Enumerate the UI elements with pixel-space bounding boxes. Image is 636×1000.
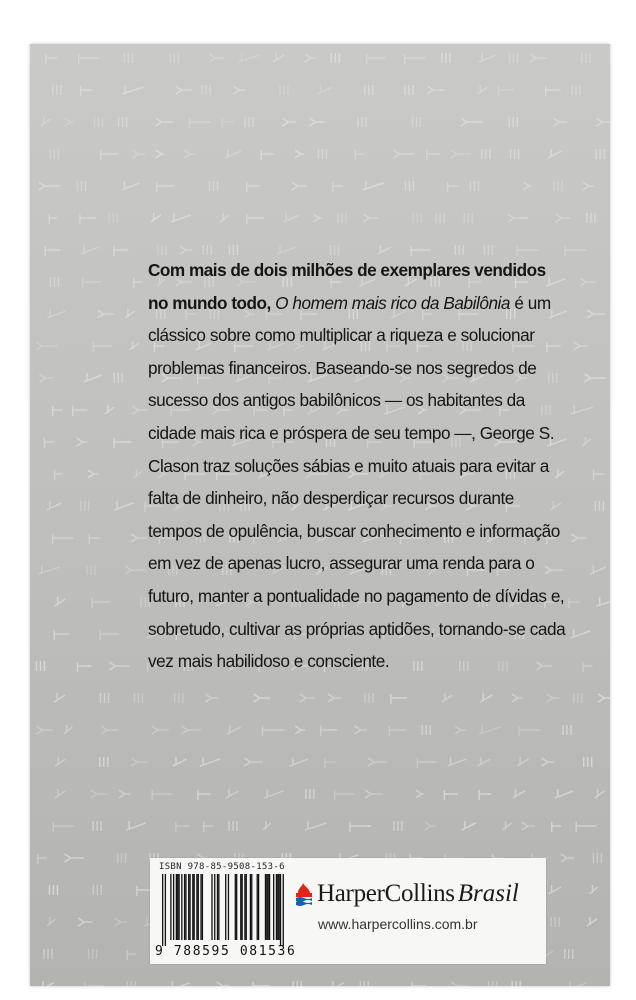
book-title-italic: O homem mais rico da Babilônia (275, 292, 511, 313)
barcode-bar (273, 874, 274, 940)
barcode-bar (189, 874, 190, 940)
barcode-bar (188, 874, 189, 940)
barcode-bar (228, 874, 229, 940)
barcode-publisher-panel (150, 858, 546, 964)
barcode-bar (265, 874, 266, 940)
publisher-url: www.harpercollins.com.br (318, 916, 478, 932)
barcode-bar (202, 874, 203, 940)
barcode-bar (214, 874, 215, 940)
publisher-logo (294, 880, 540, 908)
barcode-bar (200, 874, 201, 940)
barcode-bar (178, 874, 179, 940)
synopsis-body: é um clássico sobre como multiplicar a riqueza e solucionar problemas financeiros. Baseando-se nos segredos de sucesso dos antigos babilônicos — os habitantes da cidade mais rica e próspera de seu tempo —, George S. Clason traz soluções sábias e muito atuais para evitar a falta de dinheiro, não desperdiçar recursos durante tempos de opulência, buscar conhecimento e informação em vez de apenas lucro, assegurar uma renda para o futuro, manter a pontualidade no pagamento de dívidas e, sobretudo, cultivar as próprias aptidões, tornando-se cada vez mais habilidoso e consciente. (148, 292, 566, 672)
back-cover (30, 44, 610, 986)
publisher-block (294, 880, 540, 932)
barcode-bar (185, 874, 186, 940)
barcode-bar (279, 874, 280, 940)
barcode-bar (181, 874, 182, 940)
barcode-bar (173, 874, 174, 940)
barcode-digits: 9 788595 081536 (155, 944, 297, 959)
barcode-bar (211, 874, 212, 940)
barcode-bar (277, 874, 278, 940)
barcode-bar (246, 874, 247, 940)
barcode-bar (198, 874, 199, 940)
barcode-bar (251, 874, 252, 940)
barcode-bar (225, 874, 226, 940)
barcode-bar (266, 874, 267, 940)
barcode-bar (240, 874, 241, 940)
barcode-bar (218, 874, 219, 940)
barcode-bar (162, 874, 163, 946)
barcode-bar (196, 874, 197, 940)
barcode-bar (165, 874, 166, 946)
barcode-bar (257, 874, 258, 940)
barcode-bar (177, 874, 178, 940)
publisher-region: Brasil (457, 880, 519, 907)
barcode-bar (276, 874, 277, 940)
barcode-bar (250, 874, 251, 940)
isbn-label: ISBN 978-85-9508-153-6 (159, 862, 285, 872)
barcode-bar (194, 874, 195, 940)
barcode-bar (242, 874, 243, 940)
barcode (159, 874, 287, 946)
flame-icon (294, 882, 314, 906)
barcode-bar (170, 874, 171, 940)
barcode-bar (258, 874, 259, 940)
barcode-bar (280, 874, 281, 946)
barcode-bar (217, 874, 218, 940)
barcode-bar (184, 874, 185, 940)
synopsis-lead: Com mais de dois milhões de exemplares vendidos no mundo todo, (148, 260, 546, 313)
barcode-bar (244, 874, 245, 940)
barcode-bar (235, 874, 236, 940)
barcode-bar (236, 874, 237, 940)
barcode-bar (192, 874, 193, 940)
barcode-bar (176, 874, 177, 940)
publisher-name: HarperCollins (317, 880, 455, 907)
barcode-bar (268, 874, 269, 940)
synopsis-text (148, 254, 568, 678)
barcode-bar (283, 874, 284, 946)
barcode-bar (269, 874, 270, 940)
